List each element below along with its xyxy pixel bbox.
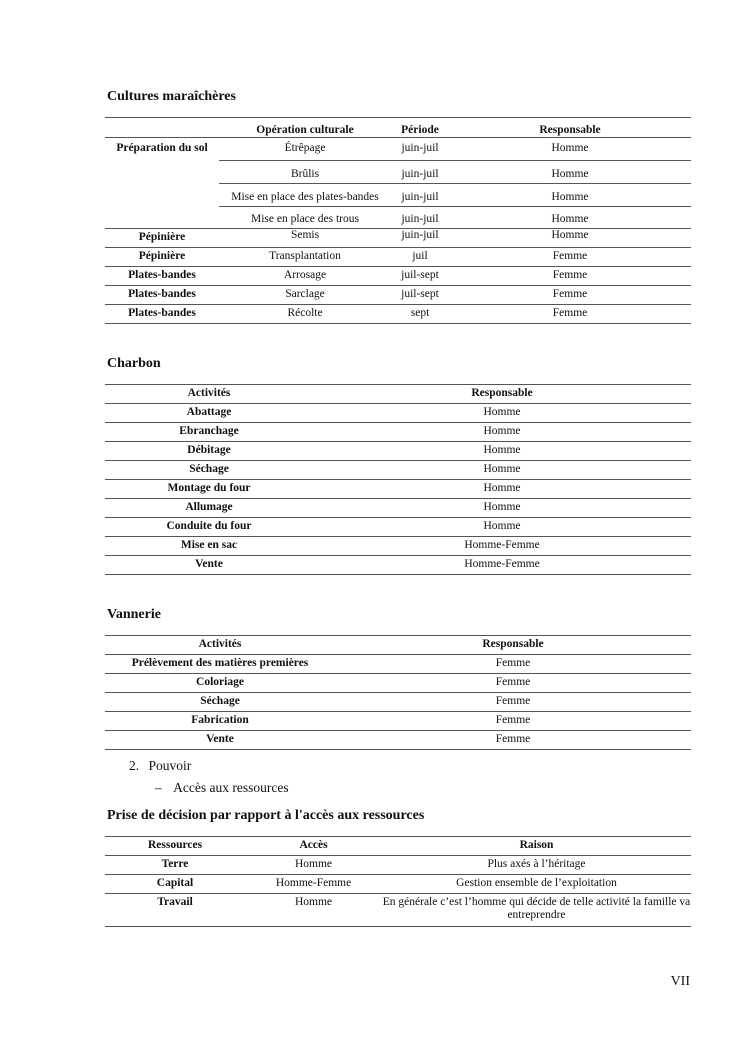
table-cultures [105,117,691,324]
cell: Mise en place des plates-bandes [219,184,391,207]
cell: Femme [495,695,531,707]
cell: juin-juil [401,229,439,241]
cell: Homme [449,184,691,207]
cell: juil [412,250,428,262]
table-row [105,674,691,693]
cell: Homme [483,406,521,418]
table-row [105,875,691,894]
cell: Montage du four [167,482,251,494]
table-header-row [105,636,691,655]
cell: Femme [495,714,531,726]
sub-list-item [155,780,289,796]
table-row [105,556,691,575]
table-row [105,138,691,161]
cell: Préparation du sol [116,142,208,154]
cell: Abattage [186,406,232,418]
table-row [105,461,691,480]
cell: Arrosage [283,269,327,281]
cell: Homme [483,444,521,456]
cell: Homme [294,858,333,870]
cell: Capital [156,877,194,889]
cell: Plates-bandes [128,307,196,319]
cell: Homme [483,463,521,475]
cell: Récolte [287,307,323,319]
cell: juin-juil [391,138,449,161]
cell: sept [410,307,430,319]
header-cell [105,118,219,138]
table-row [105,537,691,556]
cell: Homme-Femme [464,539,540,551]
cell: Ebranchage [179,425,239,437]
cell [105,207,219,229]
cell: Homme [483,520,521,532]
cell: Sarclage [285,288,325,300]
cell: Femme [495,657,531,669]
cell: juil-sept [401,288,439,300]
cell: juin-juil [401,213,439,225]
table-row [105,499,691,518]
table-row [105,161,691,184]
header-cell: Responsable [539,124,601,136]
table-row [105,894,691,927]
cell: Homme [551,213,589,225]
cell: Vente [195,558,223,570]
cell [105,161,219,184]
cell: Homme [483,425,521,437]
cell: Femme [495,676,531,688]
header-cell: Raison [519,839,554,851]
table-row [105,229,691,248]
table-row [105,731,691,750]
list-dash: – [155,780,162,795]
cell: Gestion ensemble de l’exploitation [456,877,617,889]
cell: Pépinière [138,231,186,243]
cell: Mise en sac [180,539,238,551]
cell: juin-juil [391,161,449,184]
section-title-charbon: Charbon [107,356,161,371]
header-cell: Activités [187,387,231,399]
cell: Conduite du four [166,520,252,532]
sub-list-text: Accès aux ressources [173,780,289,795]
page-number: VII [670,974,690,989]
header-cell: Ressources [147,839,203,851]
cell: Fabrication [191,714,249,726]
list-number: 2. [129,758,140,773]
cell: Brûlis [219,161,391,184]
table-header-row [105,837,691,856]
cell: Homme [551,229,589,241]
cell: Semis [290,229,320,241]
header-cell: Période [401,124,439,136]
cell: Séchage [189,463,229,475]
cell: Transplantation [269,250,341,262]
cell: Homme [483,482,521,494]
list-item [129,758,191,774]
table-row [105,286,691,305]
cell: Prélèvement des matières premières [131,657,309,669]
cell: Homme [449,138,691,161]
cell: Pépinière [138,250,186,262]
cell: Vente [206,733,234,745]
table-row [105,423,691,442]
table-decision [105,836,691,927]
table-header-row [105,385,691,404]
cell: juin-juil [391,184,449,207]
list-text: Pouvoir [148,758,192,773]
cell: Femme [552,250,588,262]
table-vannerie [105,635,691,750]
cell: Femme [552,288,588,300]
table-row [105,442,691,461]
cell: Coloriage [196,676,244,688]
table-row [105,184,691,207]
cell: Homme-Femme [464,558,540,570]
cell: En générale c’est l’homme qui décide de telle activité la famille va entreprendre [382,896,691,921]
cell: Homme [449,161,691,184]
table-row [105,856,691,875]
cell: Femme [552,307,588,319]
table-row [105,207,691,229]
cell: Travail [157,896,193,908]
table-row [105,693,691,712]
cell: Homme-Femme [275,877,352,889]
table-row [105,404,691,423]
table-row [105,305,691,324]
cell: Homme [483,501,521,513]
table-row [105,480,691,499]
cell [105,184,219,207]
section-title-decision: Prise de décision par rapport à l'accès aux ressources [107,808,425,823]
cell: Plates-bandes [128,269,196,281]
header-cell: Activités [198,638,242,650]
cell: Plates-bandes [128,288,196,300]
table-header-row [105,118,691,138]
table-row [105,267,691,286]
table-row [105,655,691,674]
cell: Femme [495,733,531,745]
header-cell: Responsable [482,638,544,650]
cell: Étrêpage [219,138,391,161]
section-title-cultures: Cultures maraîchères [107,89,236,104]
table-row [105,712,691,731]
table-row [105,518,691,537]
cell: juil-sept [401,269,439,281]
table-row [105,248,691,267]
cell: Plus axés à l’héritage [487,858,586,870]
cell: Débitage [187,444,231,456]
cell: Allumage [185,501,233,513]
header-cell: Responsable [471,387,533,399]
cell: Femme [552,269,588,281]
cell: Homme [294,896,333,908]
header-cell: Opération culturale [256,124,354,136]
cell: Terre [161,858,189,870]
section-title-vannerie: Vannerie [107,607,161,622]
cell: Séchage [200,695,240,707]
cell: Mise en place des trous [251,213,359,225]
table-charbon [105,384,691,575]
header-cell: Accès [299,839,328,851]
